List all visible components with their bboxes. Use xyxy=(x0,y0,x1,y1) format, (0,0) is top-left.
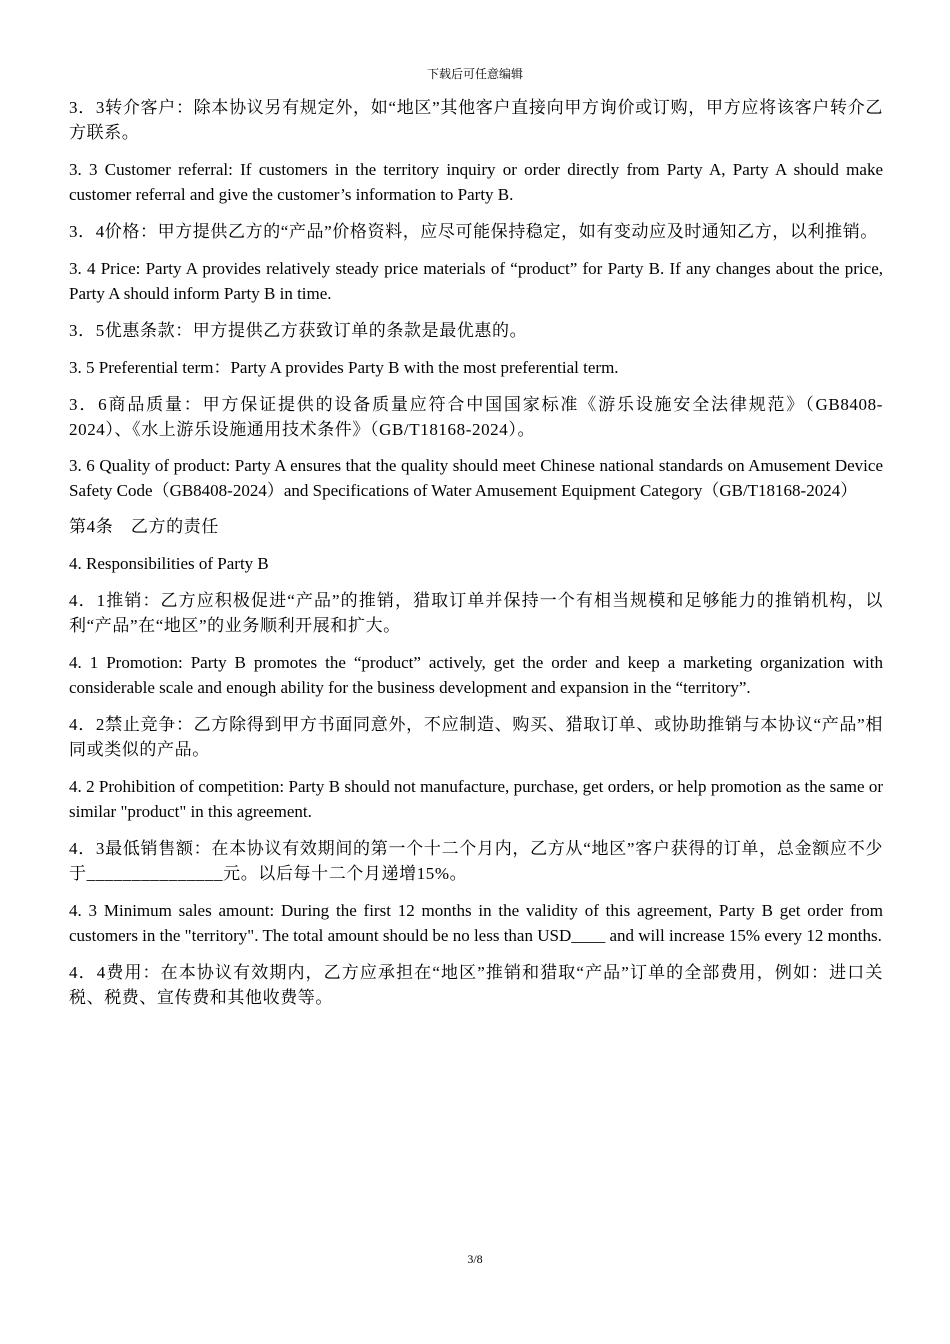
clause-4-2-cn: 4．2禁止竞争：乙方除得到甲方书面同意外，不应制造、购买、猎取订单、或协助推销与本协议“产品”相同或类似的产品。 xyxy=(69,715,883,759)
clause-4-3-cn: 4．3最低销售额：在本协议有效期间的第一个十二个月内，乙方从“地区”客户获得的订单，总金额应不少于_______________元。以后每十二个月递增15%。 xyxy=(69,839,883,883)
clause-3-3-en: 3. 3 Customer referral: If customers in the territory inquiry or order directly from Party A, Party A should make customer referral and give the customer’s information to Party B. xyxy=(69,160,883,204)
clause-3-4-en: 3. 4 Price: Party A provides relatively steady price materials of “product” for Party B. If any changes about the price, Party A should inform Party B in time. xyxy=(69,259,883,303)
clause-3-6-en: 3. 6 Quality of product: Party A ensures that the quality should meet Chinese national standards on Amusement Device Safety Code（GB8408-2024）and Specifications of Water Amusement Equipment Category（GB/T18168-2024） xyxy=(69,456,883,500)
clause-4-2-en: 4. 2 Prohibition of competition: Party B should not manufacture, purchase, get orders, or help promotion as the same or similar "product" in this agreement. xyxy=(69,777,883,821)
clause-3-5-cn: 3．5优惠条款：甲方提供乙方获致订单的条款是最优惠的。 xyxy=(69,321,528,340)
clause-4-1-en: 4. 1 Promotion: Party B promotes the “product” actively, get the order and keep a marketing organization with considerable scale and enough ability for the business development and expansion in the “territory”. xyxy=(69,653,883,697)
clause-4-4-cn: 4．4费用：在本协议有效期内，乙方应承担在“地区”推销和猎取“产品”订单的全部费用，例如：进口关税、税费、宣传费和其他收费等。 xyxy=(69,963,883,1007)
clause-4-3-en: 4. 3 Minimum sales amount: During the first 12 months in the validity of this agreement, Party B get order from customers in the "territory". The total amount should be no less than USD____ and will increase 15% every 12 months. xyxy=(69,901,883,945)
clause-3-5-en: 3. 5 Preferential term：Party A provides Party B with the most preferential term. xyxy=(69,358,619,377)
article-4-heading-cn: 第4条 乙方的责任 xyxy=(69,517,219,536)
page-number: 3/8 xyxy=(467,1252,483,1266)
article-4-heading-en: 4. Responsibilities of Party B xyxy=(69,554,269,573)
clause-3-6-cn: 3．6商品质量：甲方保证提供的设备质量应符合中国国家标准《游乐设施安全法律规范》（GB8408-2024）、《水上游乐设施通用技术条件》（GB/T18168-2024）。 xyxy=(69,395,883,439)
document-body xyxy=(69,95,883,1022)
clause-3-3-cn: 3．3转介客户：除本协议另有规定外，如“地区”其他客户直接向甲方询价或订购，甲方应将该客户转介乙方联系。 xyxy=(69,98,883,142)
clause-4-1-cn: 4．1推销：乙方应积极促进“产品”的推销，猎取订单并保持一个有相当规模和足够能力的推销机构，以利“产品”在“地区”的业务顺利开展和扩大。 xyxy=(69,591,883,635)
page-header: 下载后可任意编辑 xyxy=(426,67,523,81)
clause-3-4-cn: 3．4价格：甲方提供乙方的“产品”价格资料，应尽可能保持稳定，如有变动应及时通知乙方，以利推销。 xyxy=(69,222,878,241)
